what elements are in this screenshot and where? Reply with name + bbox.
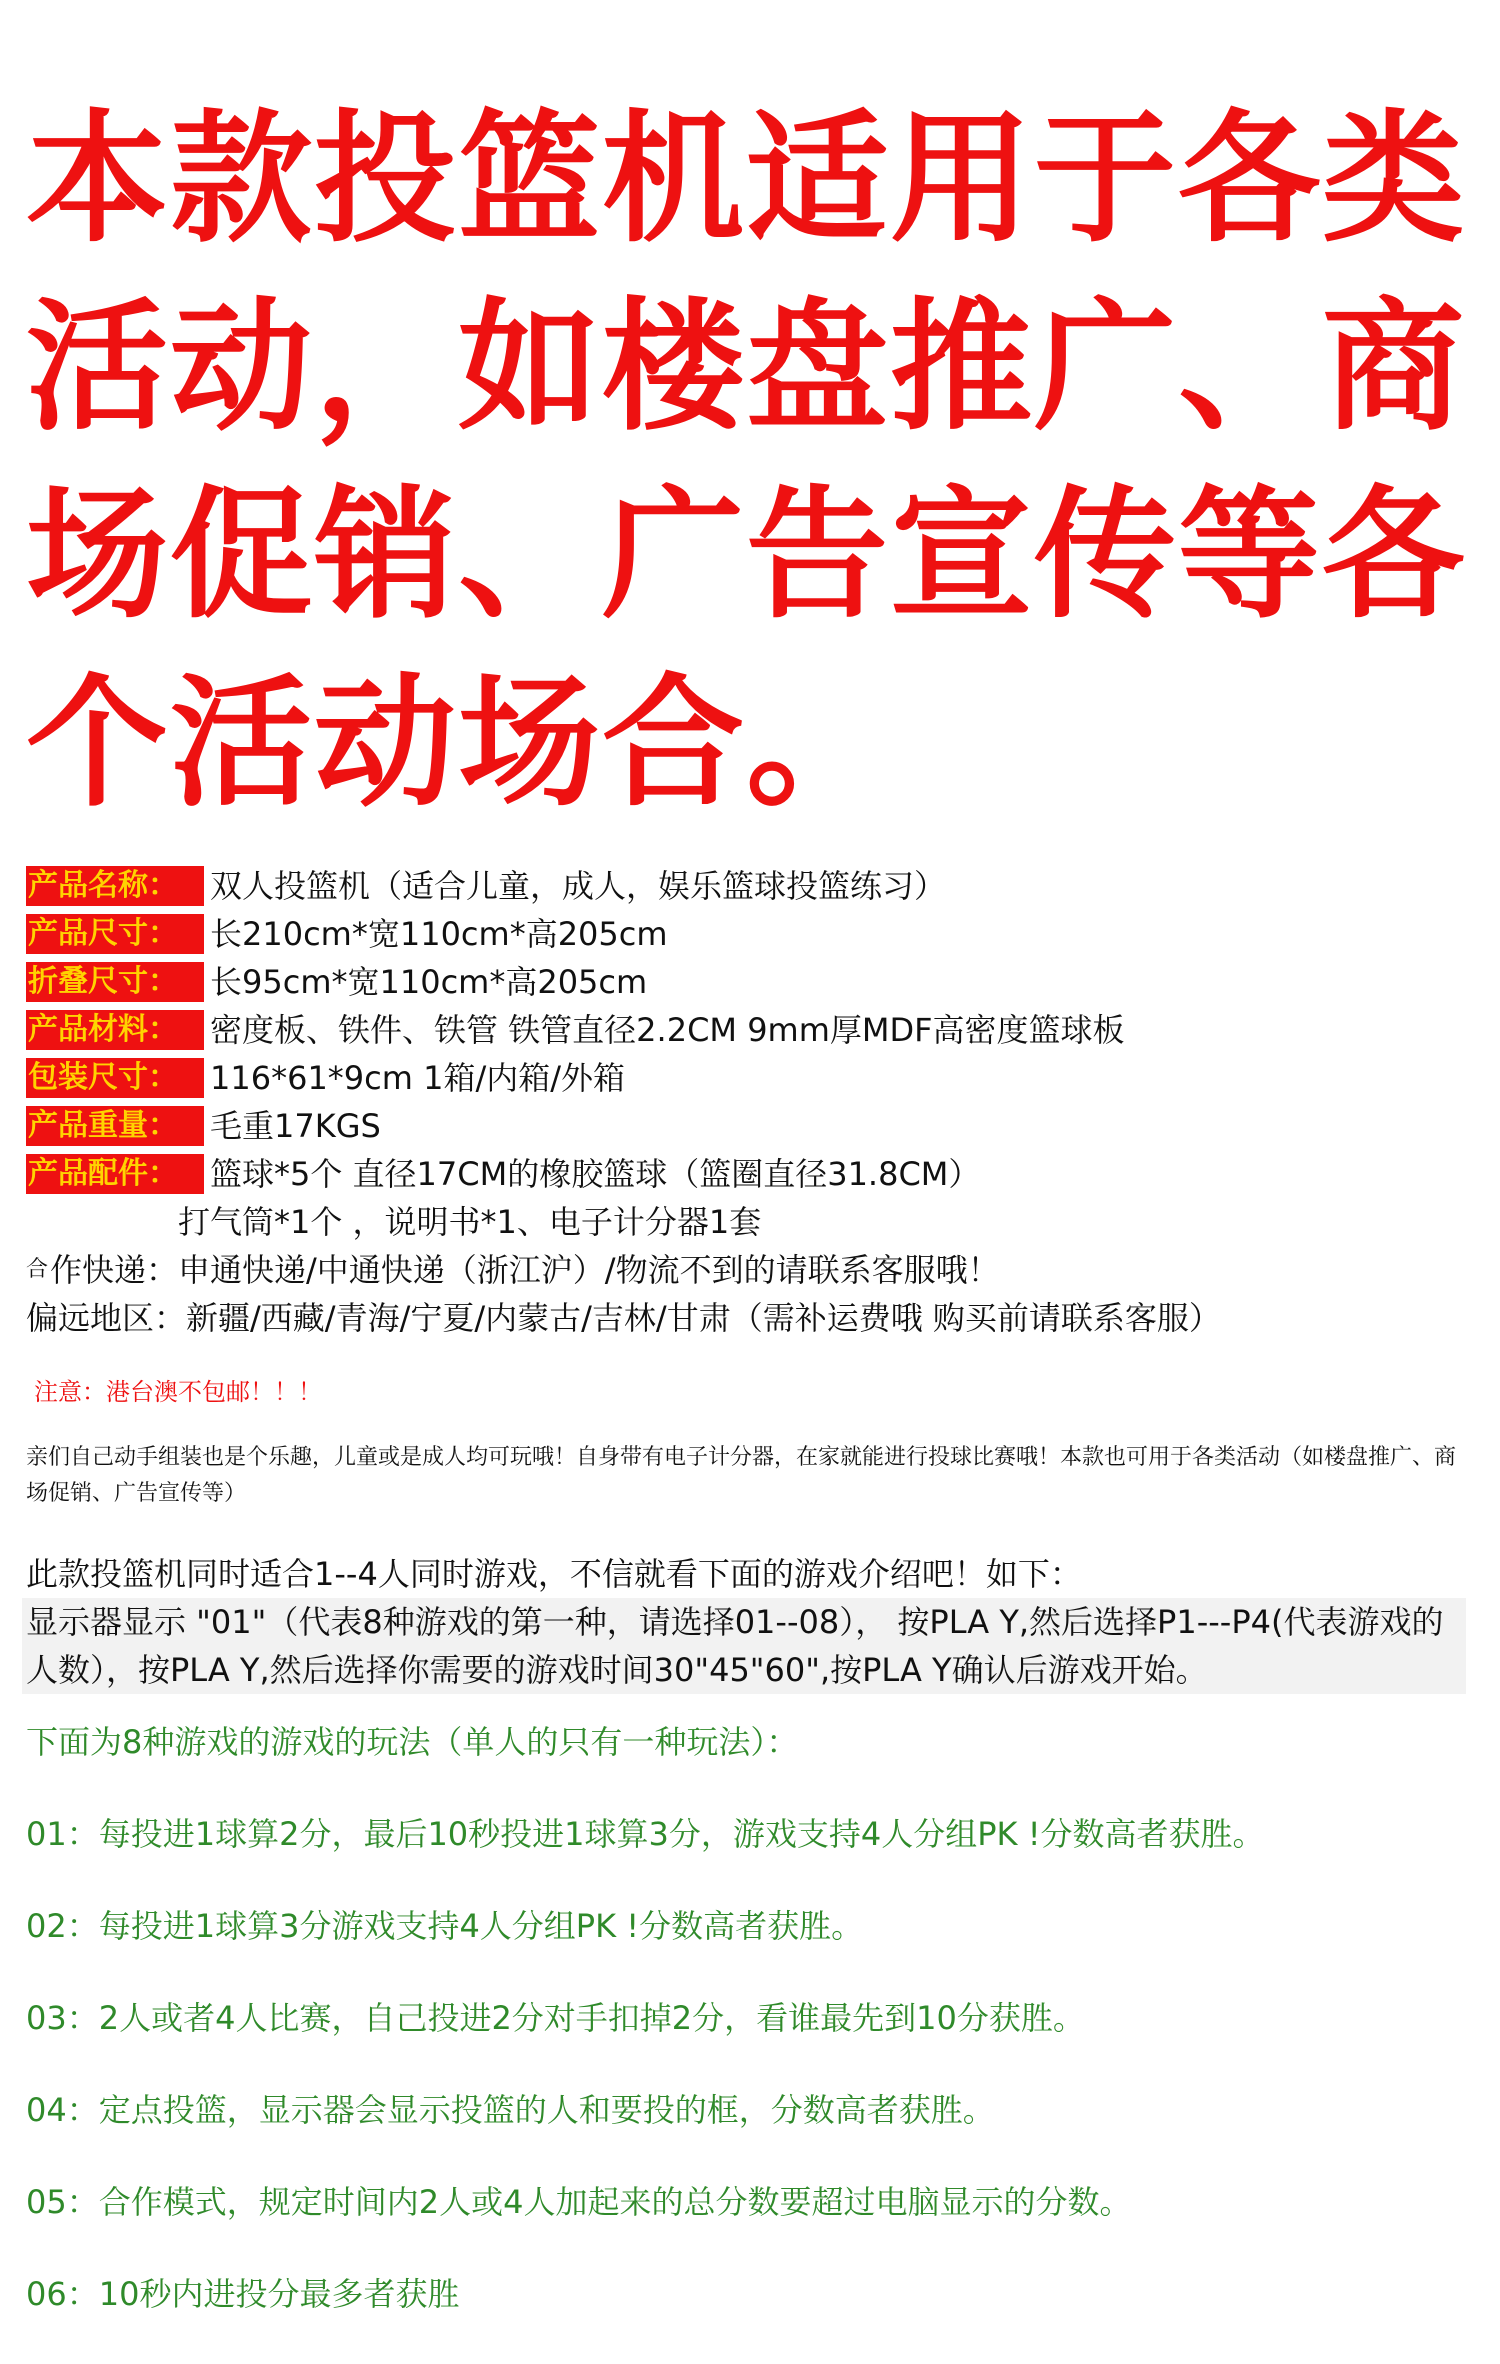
shipping-prefix: 合 [26,1257,49,1282]
shipping-notice: 注意：港台澳不包邮！！！ [34,1378,322,1406]
spec-value: 双人投篮机（适合儿童，成人，娱乐篮球投篮练习） [210,867,947,905]
game-modes-title: 下面为8种游戏的游戏的玩法（单人的只有一种玩法）： [26,1723,799,1761]
remote-areas-line [26,1294,1466,1342]
spec-row-size [26,910,1466,958]
spec-value: 篮球*5个 直径17CM的橡胶篮球（篮圈直径31.8CM） [210,1155,981,1193]
game-mode-item: 03：2人或者4人比赛，自己投进2分对手扣掉2分，看谁最先到10分获胜。 [26,1999,1085,2037]
spec-label: 产品材料： [26,1010,204,1050]
headline-line: 场促销、广告宣传等各 [26,473,1466,638]
spec-row-accessories [26,1150,1466,1198]
spec-label: 产品尺寸： [26,914,204,954]
spec-label: 包装尺寸： [26,1058,204,1098]
assembly-paragraph: 亲们自己动手组装也是个乐趣，儿童或是成人均可玩哦！自身带有电子计分器，在家就能进行投球比赛哦！本款也可用于各类活动（如楼盘推广、商场促销、广告宣传等） [26,1445,1457,1506]
intro-line: 此款投篮机同时适合1--4人同时游戏，不信就看下面的游戏介绍吧！如下： [26,1555,1082,1593]
accessories-line: 打气筒*1个 ，说明书*1、电子计分器1套 [178,1203,762,1241]
spec-row-folded-size [26,958,1466,1006]
spec-value: 116*61*9cm 1箱/内箱/外箱 [210,1059,626,1097]
shipping-text: 作快递：申通快递/中通快递（浙江沪）/物流不到的请联系客服哦！ [50,1251,1000,1289]
spec-label: 产品名称： [26,866,204,906]
spec-label: 产品配件： [26,1154,204,1194]
spec-row-package [26,1054,1466,1102]
spec-list [26,862,1466,1342]
game-intro [26,1550,1466,1694]
game-modes [26,1720,1466,2364]
game-mode-item: 02：每投进1球算3分游戏支持4人分组PK !分数高者获胜。 [26,1907,864,1945]
headline-line: 本款投篮机适用于各类 [26,97,1466,262]
shipping-line [26,1246,1466,1294]
game-mode-item: 06：10秒内进投分最多者获胜 [26,2275,460,2313]
spec-row-weight [26,1102,1466,1150]
game-mode-item: 05：合作模式，规定时间内2人或4人加起来的总分数要超过电脑显示的分数。 [26,2183,1132,2221]
spec-value: 毛重17KGS [210,1107,381,1145]
spec-value: 长210cm*宽110cm*高205cm [210,915,668,953]
spec-value: 长95cm*宽110cm*高205cm [210,963,648,1001]
spec-row-name [26,862,1466,910]
accessories-continued [26,1198,1466,1246]
game-mode-item: 04：定点投篮，显示器会显示投篮的人和要投的框，分数高者获胜。 [26,2091,995,2129]
display-instructions: 显示器显示 "01"（代表8种游戏的第一种，请选择01--08）， 按PLA Y,然后选择P1---P4(代表游戏的人数），按PLA Y,然后选择你需要的游戏时间30"45"60",按PLA Y确认后游戏开始。 [22,1598,1466,1694]
headline-line: 个活动场合。 [26,661,890,826]
headline-line: 活动，如楼盘推广、商 [26,285,1466,450]
spec-value: 密度板、铁件、铁管 铁管直径2.2CM 9mm厚MDF高密度篮球板 [210,1011,1125,1049]
remote-areas-text: 偏远地区：新疆/西藏/青海/宁夏/内蒙古/吉林/甘肃（需补运费哦 购买前请联系客服） [26,1299,1221,1337]
spec-row-material [26,1006,1466,1054]
spec-label: 折叠尺寸： [26,962,204,1002]
game-mode-item: 01：每投进1球算2分，最后10秒投进1球算3分，游戏支持4人分组PK !分数高者获胜。 [26,1815,1265,1853]
spec-label: 产品重量： [26,1106,204,1146]
headline [26,86,1476,838]
